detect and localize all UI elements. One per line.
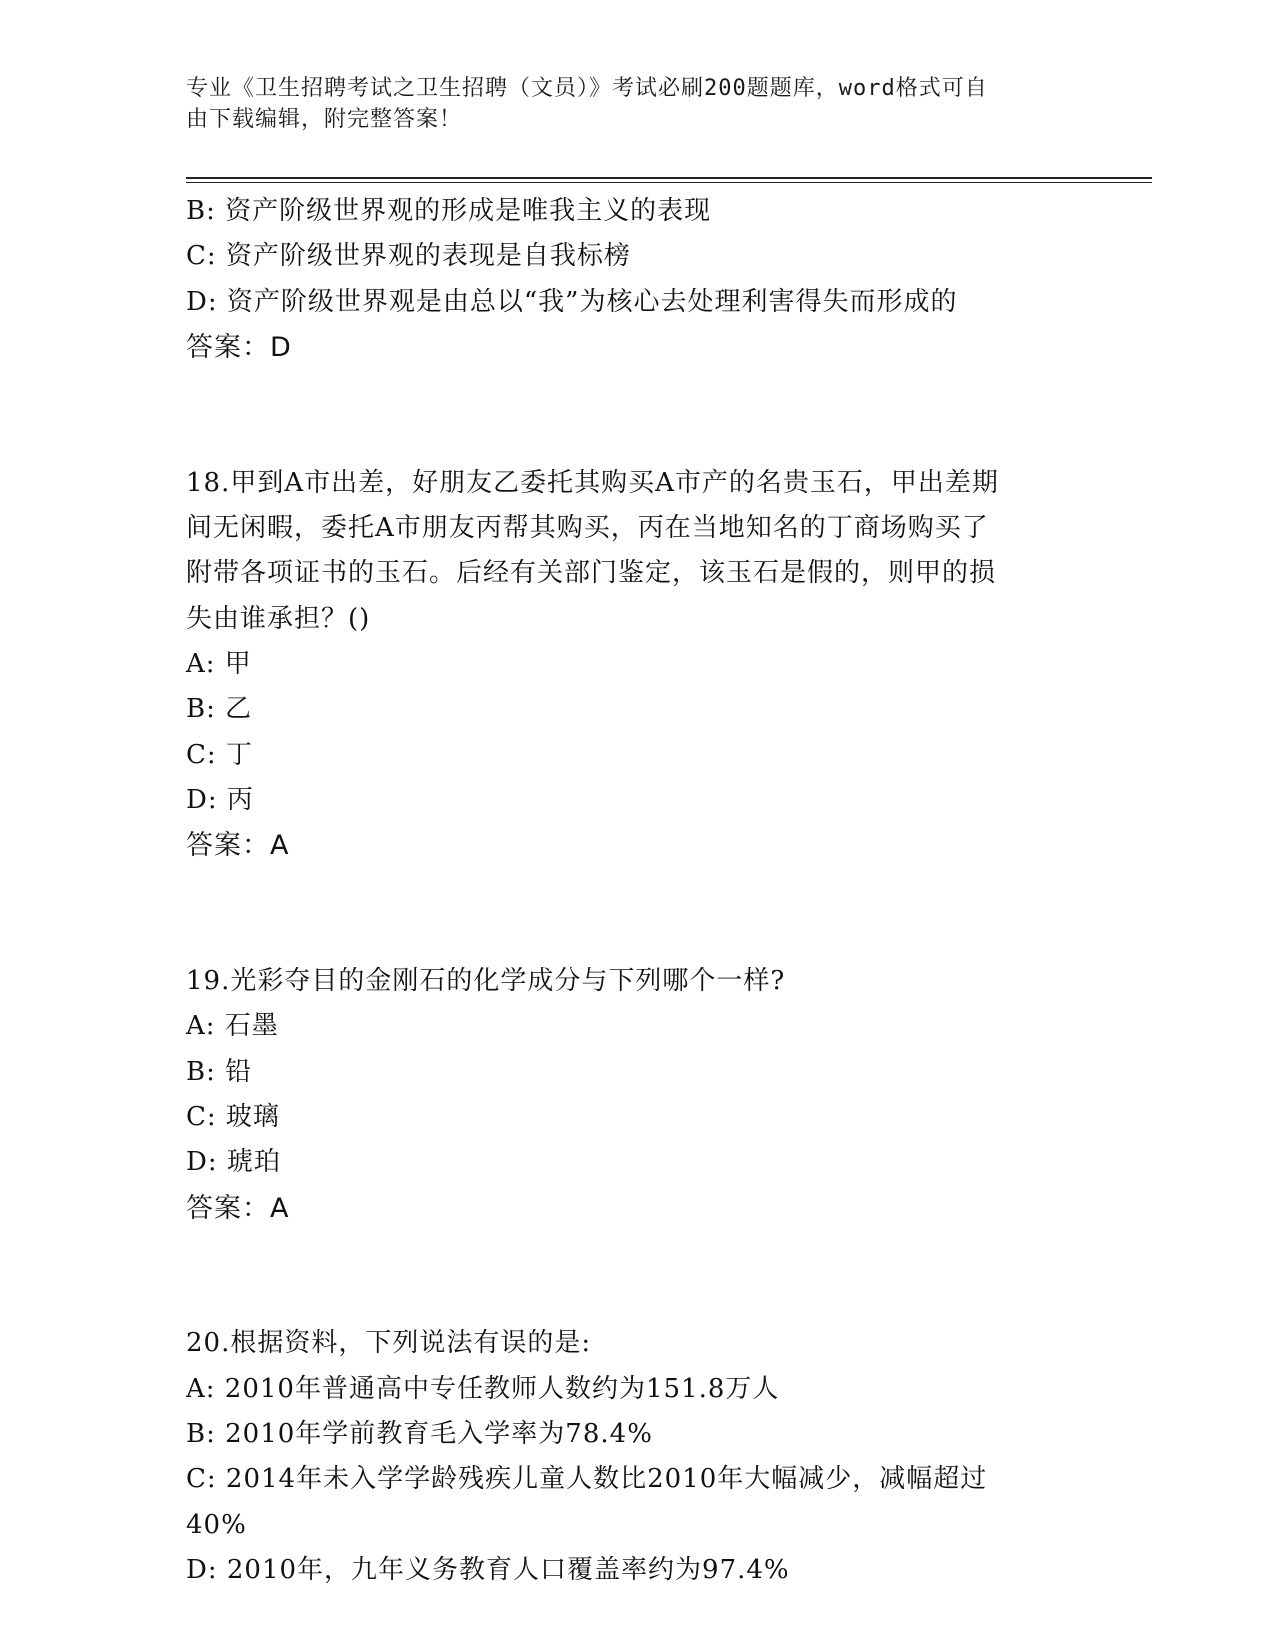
- question-17: [186, 189, 1086, 370]
- spacer: [186, 415, 1086, 460]
- option-c: C: 玻璃: [186, 1101, 280, 1132]
- question-stem-line: 附带各项证书的玉石。后经有关部门鉴定，该玉石是假的，则甲的损: [186, 558, 997, 589]
- document-header: [186, 73, 1066, 135]
- question-stem-line: 失由谁承担？(): [186, 603, 371, 634]
- option-d: D: 琥珀: [186, 1147, 281, 1178]
- option-b: B: 2010年学前教育毛入学率为78.4%: [186, 1419, 653, 1450]
- answer-line: 答案：A: [186, 830, 290, 862]
- option-c: C: 丁: [186, 739, 253, 770]
- option-d: D: 2010年，九年义务教育人口覆盖率约为97.4%: [186, 1554, 790, 1585]
- question-19: [186, 959, 1086, 1231]
- option-c-continued: 40%: [186, 1509, 247, 1540]
- header-divider-thin: [186, 182, 1152, 183]
- option-b: B: 铅: [186, 1056, 253, 1087]
- question-18: [186, 461, 1086, 869]
- header-line: 由下载编辑，附完整答案！: [186, 107, 463, 132]
- answer-line: 答案：A: [186, 1192, 290, 1224]
- option-c: C: 资产阶级世界观的表现是自我标榜: [186, 241, 631, 272]
- option-a: A: 2010年普通高中专任教师人数约为151.8万人: [186, 1373, 780, 1404]
- spacer: [186, 1276, 1086, 1321]
- question-stem-line: 20.根据资料，下列说法有误的是:: [186, 1328, 592, 1359]
- option-d: D: 资产阶级世界观是由总以“我”为核心去处理利害得失而形成的: [186, 286, 958, 317]
- option-a: A: 甲: [186, 648, 252, 679]
- option-a: A: 石墨: [186, 1011, 279, 1042]
- answer-line: 答案：D: [186, 331, 292, 363]
- option-c: C: 2014年未入学学龄残疾儿童人数比2010年大幅减少，减幅超过: [186, 1464, 988, 1495]
- spacer: [186, 1231, 1086, 1276]
- option-b: B: 资产阶级世界观的形成是唯我主义的表现: [186, 196, 712, 226]
- spacer: [186, 868, 1086, 913]
- header-divider: [186, 177, 1152, 179]
- question-list: [186, 189, 1086, 1593]
- header-line: 专业《卫生招聘考试之卫生招聘（文员）》考试必刷200题题库，word格式可自: [186, 76, 988, 101]
- question-20: [186, 1321, 1086, 1593]
- question-stem-line: 19.光彩夺目的金刚石的化学成分与下列哪个一样?: [186, 966, 786, 997]
- question-stem-line: 间无闲暇，委托A市朋友丙帮其购买，丙在当地知名的丁商场购买了: [186, 513, 989, 544]
- option-d: D: 丙: [186, 784, 254, 815]
- option-b: B: 乙: [186, 694, 253, 725]
- spacer: [186, 914, 1086, 959]
- question-stem-line: 18.甲到A市出差，好朋友乙委托其购买A市产的名贵玉石，甲出差期: [186, 467, 999, 498]
- spacer: [186, 370, 1086, 415]
